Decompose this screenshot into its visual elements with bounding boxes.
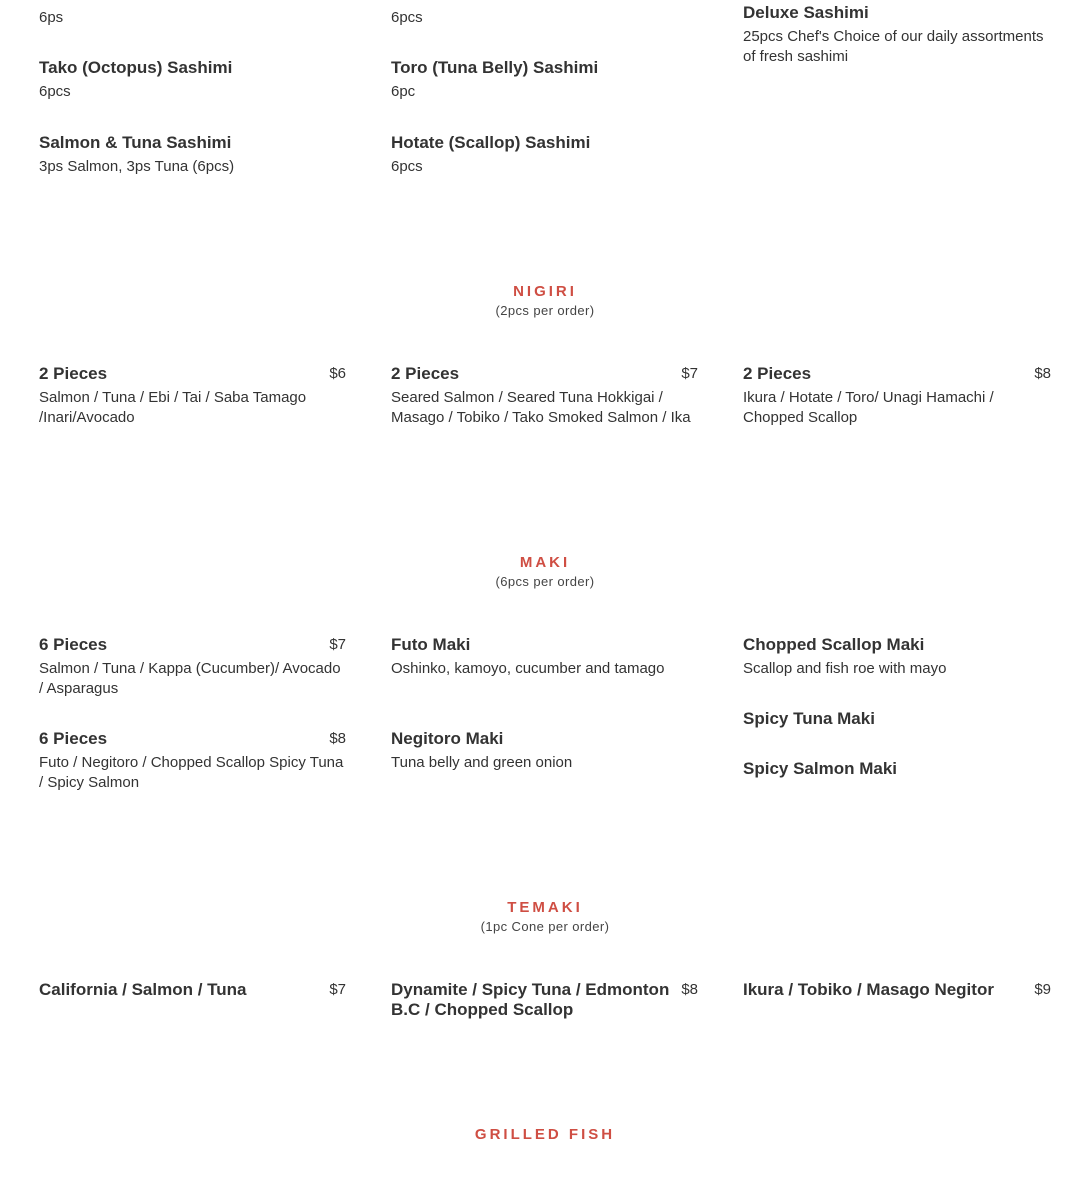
menu-item-futo-maki	[391, 635, 698, 679]
item-description: Seared Salmon / Seared Tuna Hokkigai / Masago / Tobiko / Tako Smoked Salmon / Ika	[391, 389, 691, 426]
item-price: $9	[1034, 981, 1051, 998]
item-description: Tuna belly and green onion	[391, 754, 573, 771]
menu-item-negitoro-maki	[391, 729, 698, 773]
item-price: $6	[329, 365, 346, 382]
item-description: Salmon / Tuna / Ebi / Tai / Saba Tamago /Inari/Avocado	[39, 389, 307, 426]
item-description: 6ps	[39, 9, 64, 26]
menu-item-toro-sashimi	[391, 58, 698, 102]
menu-item-maki-7	[39, 635, 346, 698]
item-name: Hotate (Scallop) Sashimi	[391, 133, 591, 152]
item-name: Spicy Tuna Maki	[743, 709, 875, 728]
item-name: 6 Pieces	[39, 635, 108, 654]
item-price: $7	[329, 636, 346, 653]
item-name: Chopped Scallop Maki	[743, 635, 925, 654]
menu-item-nigiri-8	[743, 364, 1051, 427]
item-description: Oshinko, kamoyo, cucumber and tamago	[391, 660, 665, 677]
item-name: 2 Pieces	[39, 364, 108, 383]
item-name: Spicy Salmon Maki	[743, 759, 897, 778]
item-description: Futo / Negitoro / Chopped Scallop Spicy Tuna / Spicy Salmon	[39, 754, 344, 791]
item-price: $7	[681, 365, 698, 382]
item-price: $8	[681, 981, 698, 998]
section-title-temaki: TEMAKI	[507, 899, 583, 916]
item-price: $8	[329, 730, 346, 747]
section-subtitle-temaki: (1pc Cone per order)	[480, 919, 610, 934]
item-description: 6pcs	[39, 83, 71, 100]
menu-item-nigiri-7	[391, 364, 698, 427]
item-description: 6pcs	[391, 9, 423, 26]
item-name: Tako (Octopus) Sashimi	[39, 58, 233, 77]
section-title-grilled-fish: GRILLED FISH	[474, 1126, 616, 1143]
item-name: Salmon & Tuna Sashimi	[39, 133, 232, 152]
menu-item-chopped-scallop-maki	[743, 635, 1051, 679]
menu-item-sashimi-1	[39, 8, 346, 28]
section-subtitle-maki: (6pcs per order)	[495, 574, 595, 589]
item-name: Toro (Tuna Belly) Sashimi	[391, 58, 599, 77]
item-price: $8	[1034, 365, 1051, 382]
menu-item-temaki-8	[391, 980, 698, 1020]
menu-item-temaki-9	[743, 980, 1051, 1000]
item-name: Deluxe Sashimi	[743, 3, 869, 22]
menu-item-temaki-7	[39, 980, 346, 1000]
item-name: Dynamite / Spicy Tuna / Edmonton B.C / Chopped Scallop	[391, 980, 670, 1019]
menu-item-nigiri-6	[39, 364, 346, 427]
item-name: Negitoro Maki	[391, 729, 504, 748]
item-name: 2 Pieces	[391, 364, 460, 383]
item-description: Scallop and fish roe with mayo	[743, 660, 947, 677]
menu-item-hotate-sashimi	[391, 133, 698, 177]
menu-item-maki-8	[39, 729, 346, 792]
item-name: 2 Pieces	[743, 364, 812, 383]
item-description: Salmon / Tuna / Kappa (Cucumber)/ Avocado / Asparagus	[39, 660, 341, 697]
item-description: 3ps Salmon, 3ps Tuna (6pcs)	[39, 158, 235, 175]
section-title-maki: MAKI	[519, 554, 571, 571]
menu-item-sashimi-2	[391, 8, 698, 28]
item-name: Futo Maki	[391, 635, 471, 654]
item-description: 25pcs Chef's Choice of our daily assortments of fresh sashimi	[743, 28, 1044, 65]
menu-item-salmon-tuna-sashimi	[39, 133, 346, 177]
section-title-nigiri: NIGIRI	[513, 283, 577, 300]
section-subtitle-nigiri: (2pcs per order)	[495, 303, 595, 318]
item-name: California / Salmon / Tuna	[39, 980, 247, 999]
item-description: 6pc	[391, 83, 416, 100]
item-name: 6 Pieces	[39, 729, 108, 748]
item-name: Ikura / Tobiko / Masago Negitor	[743, 980, 994, 999]
item-description: 6pcs	[391, 158, 423, 175]
item-description: Ikura / Hotate / Toro/ Unagi Hamachi / Chopped Scallop	[743, 389, 994, 426]
menu-item-spicy-tuna-maki	[743, 709, 1051, 729]
menu-item-spicy-salmon-maki	[743, 759, 1051, 779]
menu-item-tako-sashimi	[39, 58, 346, 102]
item-price: $7	[329, 981, 346, 998]
menu-item-deluxe-sashimi	[743, 3, 1051, 66]
